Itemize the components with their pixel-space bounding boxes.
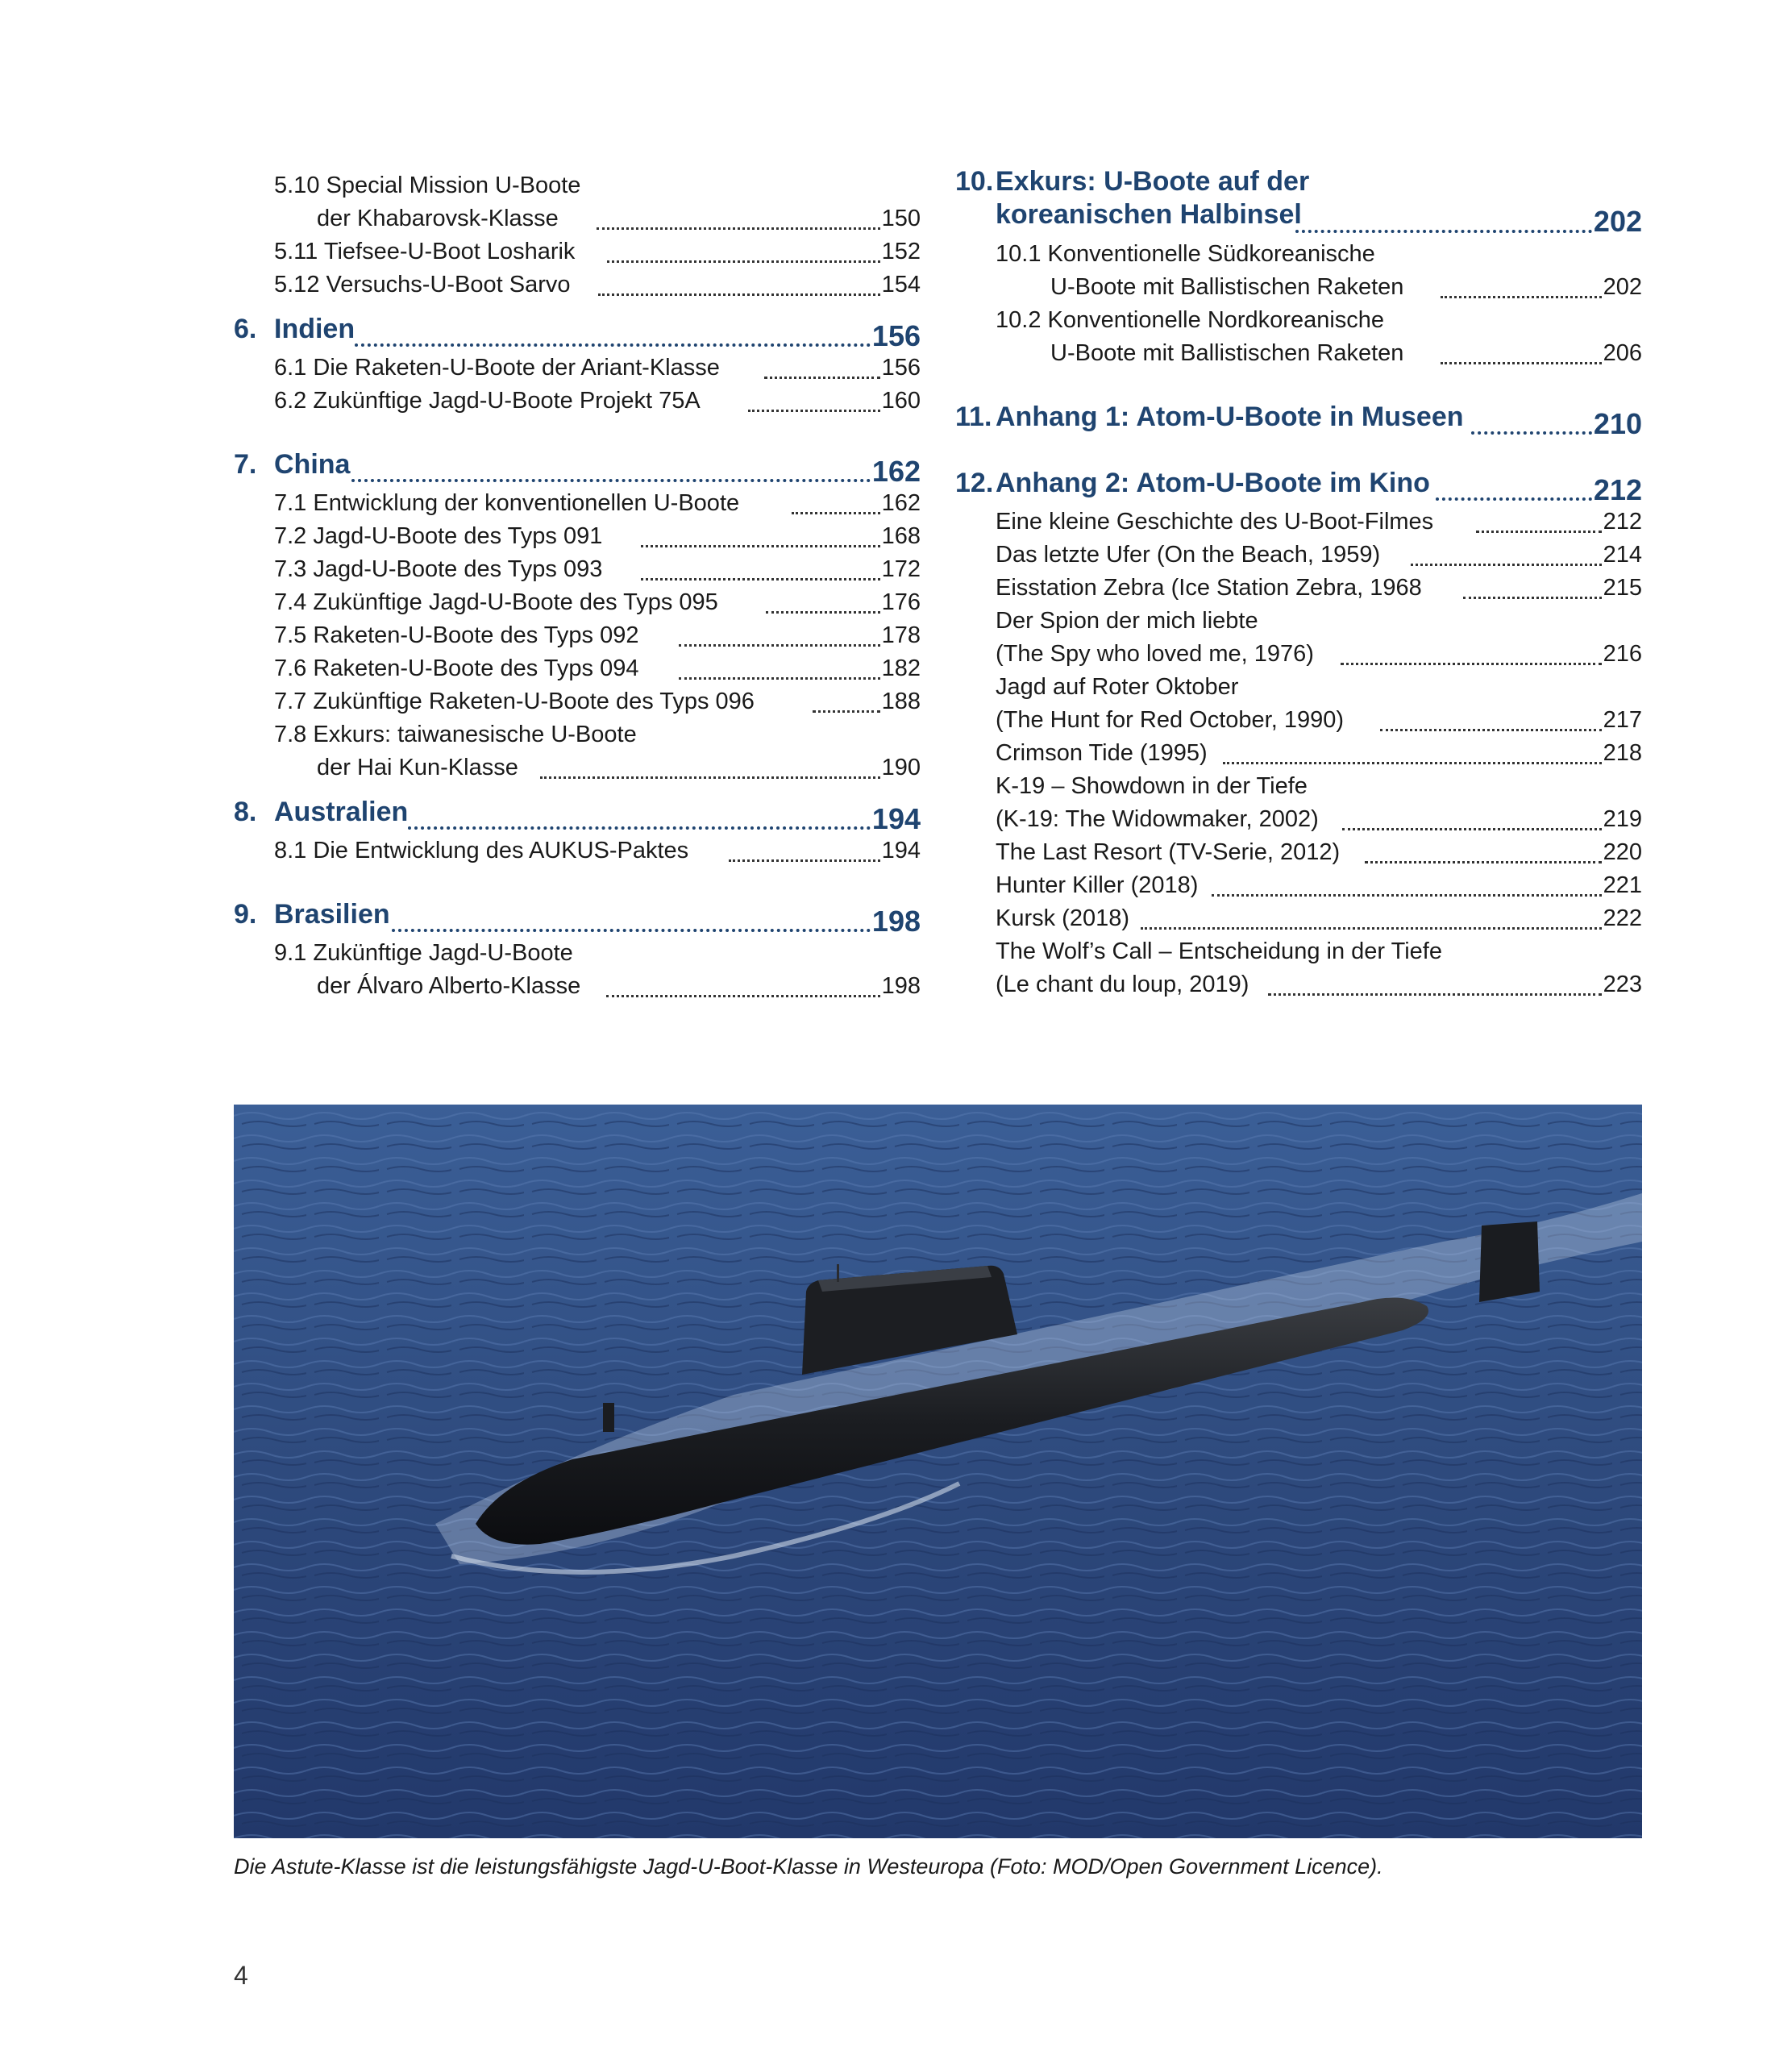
dot-leader bbox=[641, 578, 880, 580]
dot-leader bbox=[540, 776, 880, 779]
submarine-photo bbox=[234, 1105, 1642, 1838]
toc-entry[interactable]: 9.1 Zukünftige Jagd-U-Boote bbox=[274, 940, 573, 966]
toc-chapter-indien[interactable]: 6. Indien 156 bbox=[234, 314, 921, 352]
toc-entry[interactable]: 7.7 Zukünftige Raketen-U-Boote des Typs 096 188 bbox=[274, 689, 921, 714]
toc-entry[interactable]: (K-19: The Widowmaker, 2002) 219 bbox=[996, 806, 1642, 832]
toc-entry[interactable]: (Le chant du loup, 2019) 223 bbox=[996, 972, 1642, 997]
dot-leader bbox=[792, 512, 880, 514]
photo-caption: Die Astute-Klasse ist die leistungsfähigste Jagd-U-Boot-Klasse in Westeuropa (Foto: MOD/Open Government Licence). bbox=[234, 1854, 1383, 1879]
toc-entry[interactable]: K-19 – Showdown in der Tiefe bbox=[996, 773, 1308, 799]
dot-leader bbox=[1380, 729, 1602, 731]
toc-entry[interactable]: U-Boote mit Ballistischen Raketen 202 bbox=[1050, 274, 1642, 300]
toc-entry[interactable]: 6.1 Die Raketen-U-Boote der Ariant-Klasse 156 bbox=[274, 355, 921, 381]
toc-entry[interactable]: 7.1 Entwicklung der konventionellen U-Boote 162 bbox=[274, 490, 921, 516]
dot-leader bbox=[598, 293, 880, 296]
toc-entry[interactable]: 10.1 Konventionelle Südkoreanische bbox=[996, 241, 1375, 267]
toc-entry[interactable]: Kursk (2018) 222 bbox=[996, 905, 1642, 931]
toc-entry[interactable]: The Wolf’s Call – Entscheidung in der Tiefe bbox=[996, 938, 1442, 964]
dot-leader bbox=[1223, 762, 1602, 764]
toc-entry[interactable]: (The Hunt for Red October, 1990) 217 bbox=[996, 707, 1642, 733]
toc-entry[interactable]: Der Spion der mich liebte bbox=[996, 608, 1258, 634]
toc-entry[interactable]: 7.5 Raketen-U-Boote des Typs 092 178 bbox=[274, 622, 921, 648]
dot-leader bbox=[1441, 296, 1602, 298]
dot-leader bbox=[1471, 431, 1592, 435]
dot-leader bbox=[1411, 564, 1602, 566]
toc-entry[interactable]: der Khabarovsk-Klasse 150 bbox=[317, 206, 921, 231]
toc-entry[interactable]: 7.4 Zukünftige Jagd-U-Boote des Typs 095 176 bbox=[274, 589, 921, 615]
dot-leader bbox=[729, 859, 880, 862]
toc-entry[interactable]: 8.1 Die Entwicklung des AUKUS-Paktes 194 bbox=[274, 838, 921, 863]
toc-right-column bbox=[955, 165, 1642, 1001]
dot-leader bbox=[1341, 663, 1602, 665]
toc-entry[interactable]: 10.2 Konventionelle Nordkoreanische bbox=[996, 307, 1385, 333]
toc-entry[interactable]: 5.11 Tiefsee-U-Boot Losharik 152 bbox=[274, 239, 921, 264]
toc-entry[interactable]: 5.12 Versuchs-U-Boot Sarvo 154 bbox=[274, 272, 921, 298]
dot-leader bbox=[597, 227, 880, 230]
dot-leader bbox=[1441, 362, 1602, 364]
toc-entry[interactable]: 7.3 Jagd-U-Boote des Typs 093 172 bbox=[274, 556, 921, 582]
toc-chapter-korea[interactable]: 10. Exkurs: U-Boote auf der koreanischen Halbinsel 202 bbox=[955, 166, 1642, 238]
dot-leader bbox=[1476, 531, 1602, 533]
toc-entry[interactable]: 7.8 Exkurs: taiwanesische U-Boote bbox=[274, 722, 637, 747]
toc-chapter-museen[interactable]: 11. Anhang 1: Atom-U-Boote in Museen 210 bbox=[955, 402, 1642, 440]
toc-entry[interactable]: der Hai Kun-Klasse 190 bbox=[317, 755, 921, 780]
dot-leader bbox=[607, 260, 880, 263]
toc-entry[interactable]: Hunter Killer (2018) 221 bbox=[996, 872, 1642, 898]
dot-leader bbox=[1141, 927, 1602, 930]
toc-entry[interactable]: Eisstation Zebra (Ice Station Zebra, 1968 215 bbox=[996, 575, 1642, 601]
dot-leader bbox=[813, 710, 880, 713]
dot-leader bbox=[1295, 230, 1592, 233]
dot-leader bbox=[679, 644, 880, 647]
toc-entry[interactable]: Jagd auf Roter Oktober bbox=[996, 674, 1239, 700]
dot-leader bbox=[1342, 828, 1602, 830]
toc-chapter-brasilien[interactable]: 9. Brasilien 198 bbox=[234, 899, 921, 938]
dot-leader bbox=[408, 826, 871, 830]
toc-entry[interactable]: 7.2 Jagd-U-Boote des Typs 091 168 bbox=[274, 523, 921, 549]
toc-chapter-china[interactable]: 7. China 162 bbox=[234, 449, 921, 488]
page-number: 4 bbox=[234, 1961, 248, 1990]
dot-leader bbox=[355, 343, 871, 347]
dot-leader bbox=[392, 929, 871, 932]
toc-entry[interactable]: Crimson Tide (1995) 218 bbox=[996, 740, 1642, 766]
toc-entry[interactable]: The Last Resort (TV-Serie, 2012) 220 bbox=[996, 839, 1642, 865]
dot-leader bbox=[1212, 894, 1602, 897]
toc-entry[interactable]: 5.10 Special Mission U-Boote bbox=[274, 173, 581, 198]
dot-leader bbox=[606, 995, 880, 997]
dot-leader bbox=[1436, 497, 1592, 501]
dot-leader bbox=[1365, 861, 1602, 863]
toc-entry[interactable]: U-Boote mit Ballistischen Raketen 206 bbox=[1050, 340, 1642, 366]
dot-leader bbox=[679, 677, 880, 680]
toc-entry[interactable]: 7.6 Raketen-U-Boote des Typs 094 182 bbox=[274, 655, 921, 681]
toc-entry[interactable]: (The Spy who loved me, 1976) 216 bbox=[996, 641, 1642, 667]
dot-leader bbox=[748, 410, 880, 412]
toc-chapter-australien[interactable]: 8. Australien 194 bbox=[234, 797, 921, 835]
toc-entry[interactable]: 6.2 Zukünftige Jagd-U-Boote Projekt 75A 160 bbox=[274, 388, 921, 414]
toc-entry[interactable]: der Álvaro Alberto-Klasse 198 bbox=[317, 973, 921, 999]
toc-entry[interactable]: Das letzte Ufer (On the Beach, 1959) 214 bbox=[996, 542, 1642, 568]
dot-leader bbox=[766, 611, 880, 614]
toc-left-column bbox=[234, 169, 921, 1003]
dot-leader bbox=[764, 377, 880, 379]
dot-leader bbox=[351, 479, 871, 482]
toc-entry[interactable]: Eine kleine Geschichte des U-Boot-Filmes 212 bbox=[996, 509, 1642, 535]
dot-leader bbox=[1268, 993, 1602, 996]
dot-leader bbox=[641, 545, 880, 547]
dot-leader bbox=[1463, 597, 1602, 599]
toc-chapter-kino[interactable]: 12. Anhang 2: Atom-U-Boote im Kino 212 bbox=[955, 468, 1642, 506]
